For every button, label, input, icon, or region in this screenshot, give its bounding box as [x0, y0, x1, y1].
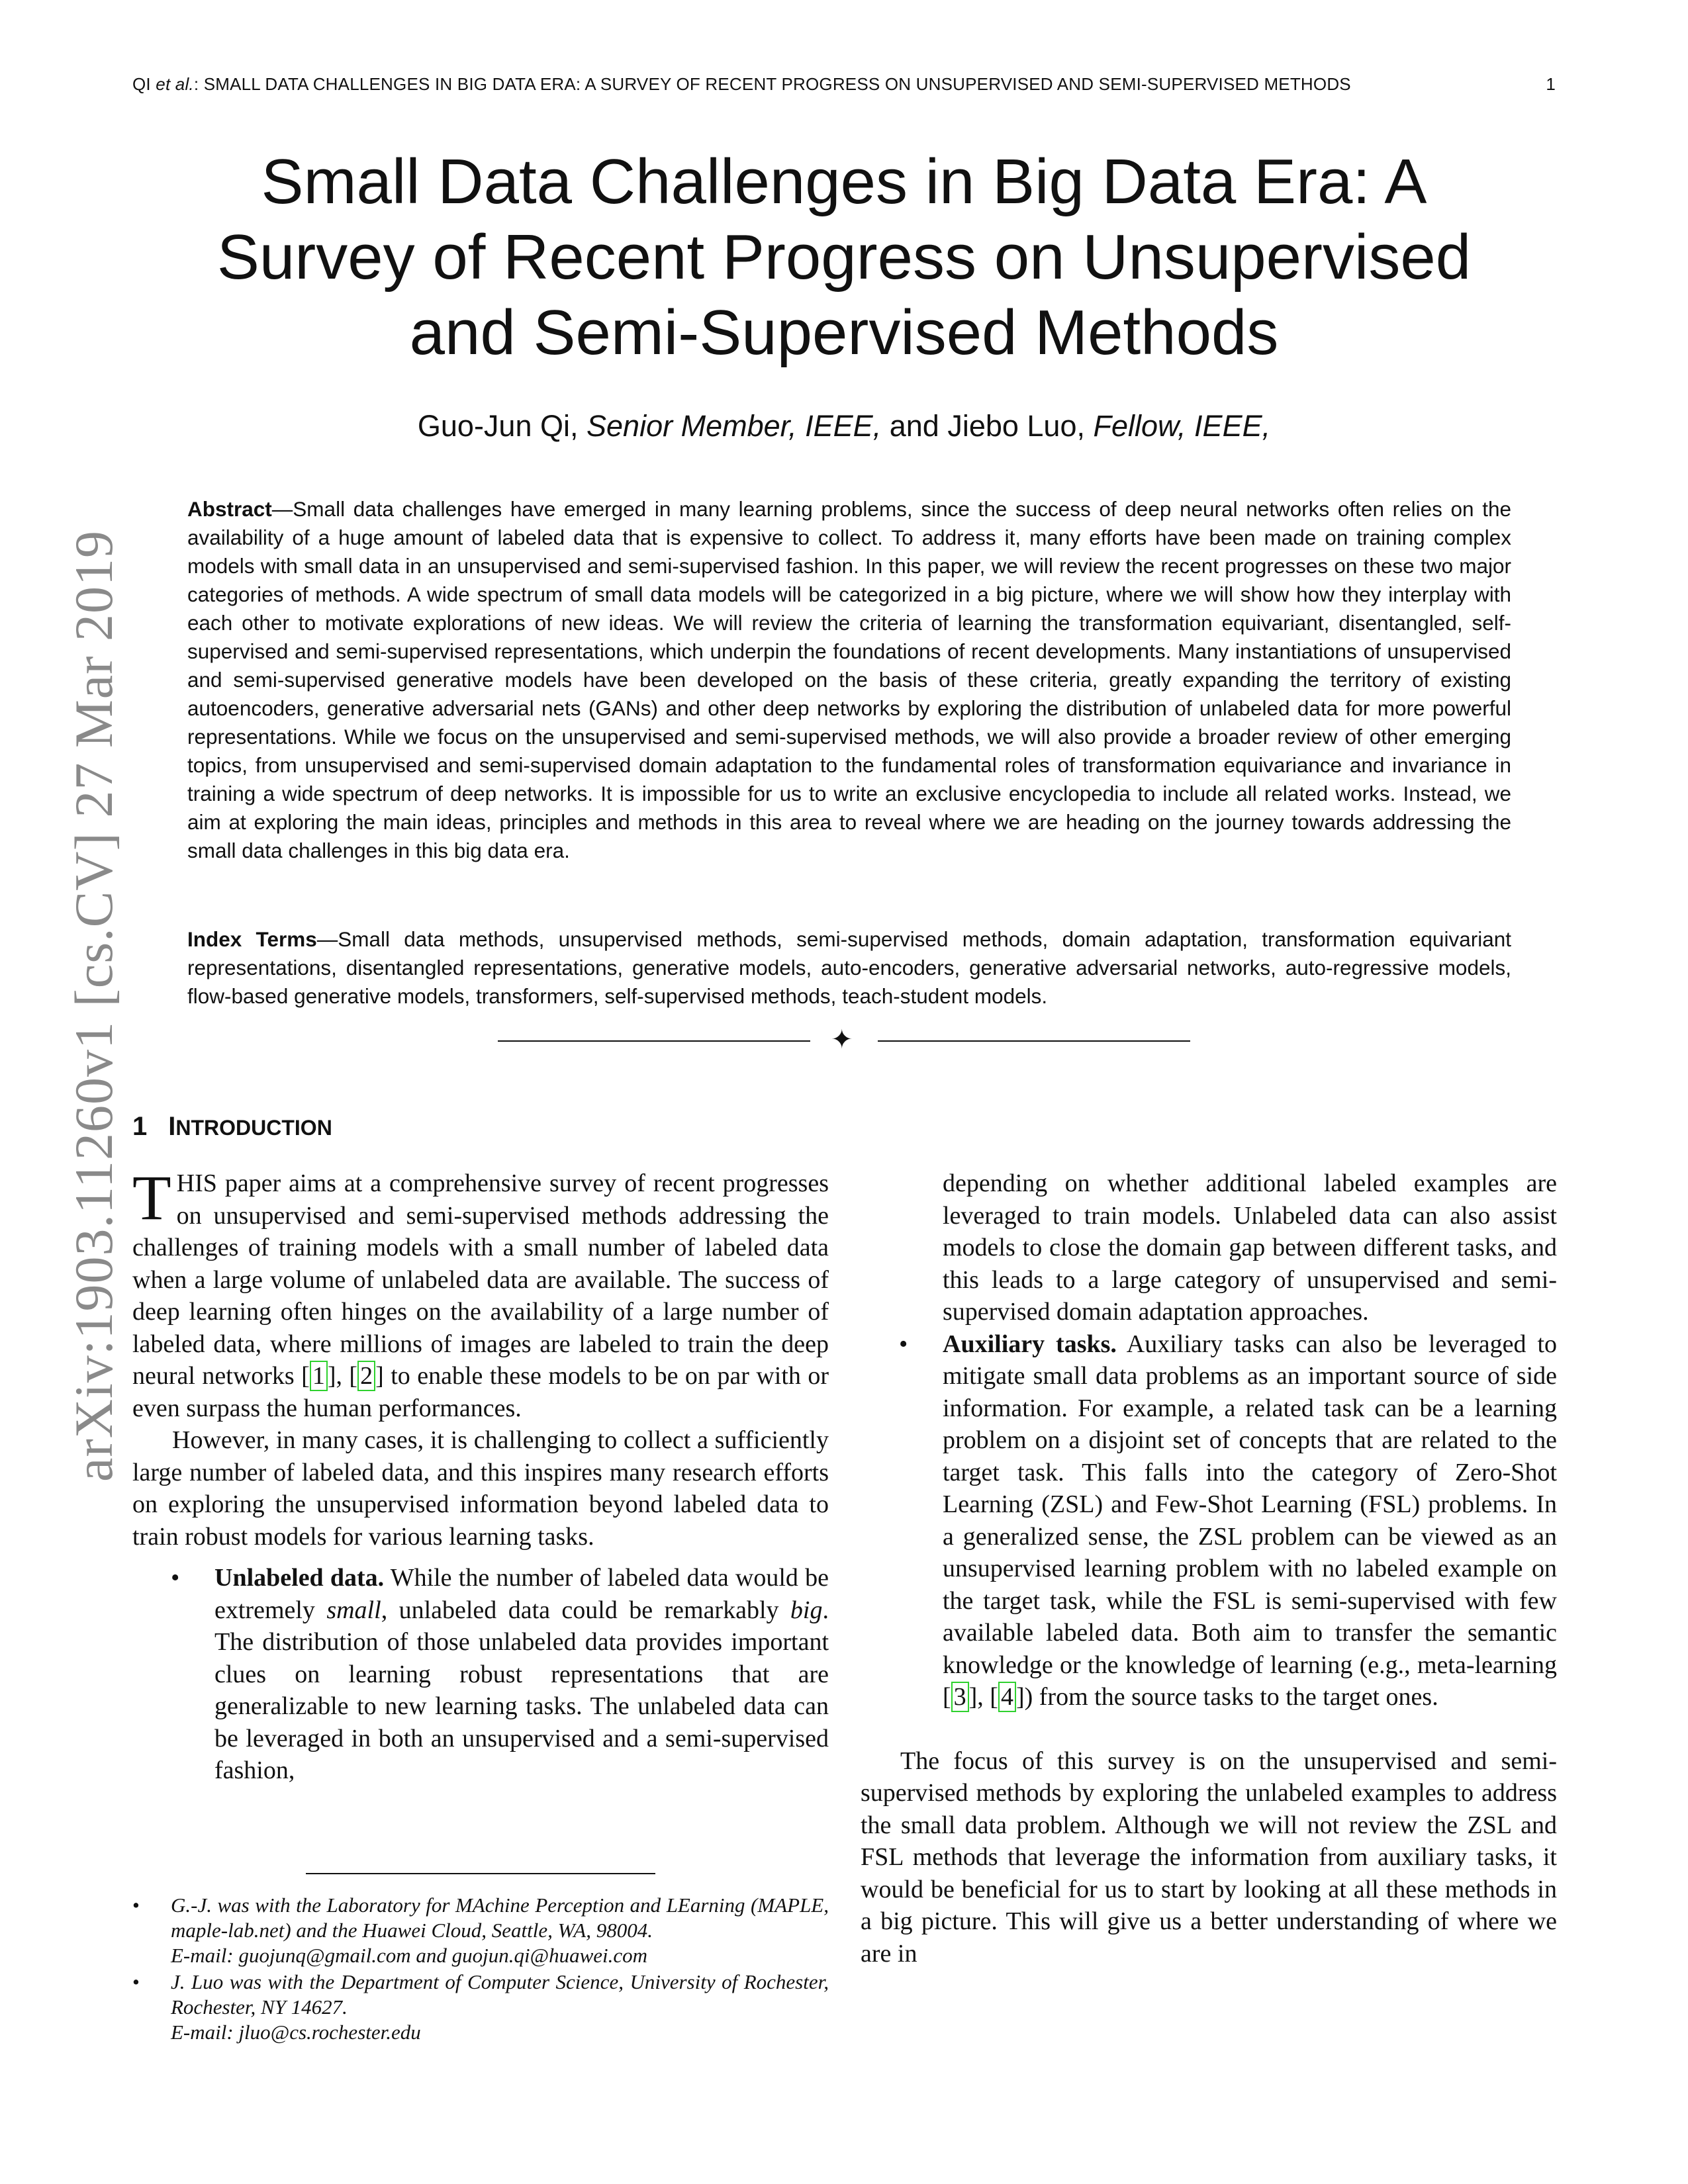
- abstract: [187, 495, 1511, 865]
- arxiv-stamp: arXiv:1903.11260v1 [cs.CV] 27 Mar 2019: [64, 530, 124, 1482]
- bullet-auxiliary-tasks: • Auxiliary tasks. Auxiliary tasks can also be leveraged to mitigate small data problems as an important source of side information. For example, a related task can be a learning problem on a disjoint set of concepts that are related to the target task. This falls into the category of Zero-Shot Learning (ZSL) and Few-Shot Learning (FSL) problems. In a generalized sense, the ZSL problem can be viewed as an unsupervised learning problem with no labeled example on the target task, while the FSL is semi-supervised with few available labeled data. Both aim to transfer the semantic knowledge or the knowledge of learning (e.g., meta-learning [ 3 ], [ 4 ]) from the source tasks to the target ones.: [861, 1328, 1557, 1713]
- small-caps-lead: HIS: [176, 1169, 217, 1197]
- author-1-role: Senior Member, IEEE,: [586, 409, 882, 443]
- author-2-role: Fellow, IEEE,: [1093, 409, 1271, 443]
- left-column: [132, 1162, 829, 1787]
- author-line: [159, 409, 1529, 443]
- separator-diamond-icon: ✦: [831, 1024, 853, 1054]
- index-terms-text: —Small data methods, unsupervised methods, semi-supervised methods, domain adaptation, transformation equivariant representations, disentangled representations, generative models, auto-encoders, generative adversarial networks, auto-regressive models, flow-based generative models, transformers, self-supervised methods, teach-student models.: [187, 927, 1511, 1008]
- abstract-text: —Small data challenges have emerged in many learning problems, since the success of deep neural networks often relies on the availability of a huge amount of labeled data that is expensive to collect. To address it, many efforts have been made on training complex models with small data in an unsupervised and semi-supervised fashion. In this paper, we will review the recent progresses on these two major categories of methods. A wide spectrum of small data models will be categorized in a big picture, where we will show how they interplay with each other to motivate explorations of new ideas. We will review the criteria of learning the transformation equivariant, disentangled, self-supervised and semi-supervised representations, which underpin the foundations of recent developments. Many instantiations of unsupervised and semi-supervised generative models have been developed on the basis of these criteria, greatly expanding the territory of existing autoencoders, generative adversarial nets (GANs) and other deep networks by exploring the distribution of unlabeled data for more powerful representations. While we focus on the unsupervised and semi-supervised methods, we will also provide a broader review of other emerging topics, from unsupervised and semi-supervised domain adaptation to the fundamental roles of transformation equivariance and invariance in training a wide spectrum of deep networks. It is impossible for us to write an exclusive encyclopedia to include all related works. Instead, we aim at exploring the main ideas, principles and methods in this area to reveal where we are heading on the journey towards addressing the small data challenges in this big data era.: [187, 497, 1511, 862]
- author-1: Guo-Jun Qi,: [417, 409, 579, 443]
- section-title-rest: NTRODUCTION: [175, 1116, 332, 1140]
- title-line-2: Survey of Recent Progress on Unsupervised: [216, 222, 1472, 293]
- running-head-title: QI et al.: SMALL DATA CHALLENGES IN BIG DATA ERA: A SURVEY OF RECENT PROGRESS ON UNSUPERVISED AND SEMI-SUPERVISED METHODS: [132, 74, 1351, 94]
- bullet-icon: •: [132, 1893, 140, 1917]
- footnote-rule: [306, 1873, 655, 1874]
- section-number: 1: [132, 1112, 148, 1141]
- bullet-continuation: depending on whether additional labeled examples are leveraged to train models. Unlabeled data can also assist models to close the domain gap between different tasks, and this leads to a large category of unsupervised and semi-supervised domain adaptation approaches.: [943, 1169, 1557, 1326]
- section-separator: [498, 1024, 1190, 1054]
- paragraph-1: THIS paper aims at a comprehensive survey of recent progresses on unsupervised and semi-supervised methods addressing the challenges of training models with a small number of labeled data when a large volume of unlabeled data are available. The success of deep learning often hinges on the availability of a large number of labeled data, where millions of images are labeled to train the deep neural networks [ 1 ], [ 2 ] to enable these models to be on par with or even surpass the human performances.: [132, 1162, 829, 1422]
- separator-rule-left: [498, 1040, 810, 1042]
- citation-link[interactable]: 4: [998, 1682, 1016, 1712]
- footnotes: [132, 1893, 829, 2045]
- bullet-unlabeled-data: • Unlabeled data. While the number of labeled data would be extremely small, unlabeled data could be remarkably big. The distribution of those unlabeled data provides important clues on learning robust representations that are generalizable to new learning tasks. The unlabeled data can be leveraged in both an unsupervised and a semi-supervised fashion,: [132, 1562, 829, 1787]
- bullet-icon: •: [132, 1970, 140, 1993]
- index-terms-label: Index Terms: [187, 927, 317, 951]
- email-line: E-mail: guojunq@gmail.com and guojun.qi@huawei.com: [171, 1944, 648, 1967]
- abstract-label: Abstract: [187, 497, 272, 521]
- section-title-initial: I: [168, 1112, 176, 1141]
- bullet-icon: •: [171, 1564, 180, 1592]
- title-line-3: and Semi-Supervised Methods: [409, 297, 1279, 368]
- citation-link[interactable]: 1: [310, 1361, 328, 1391]
- right-column: [861, 1167, 1557, 1970]
- drop-cap: T: [132, 1162, 171, 1233]
- page-number: 1: [1546, 74, 1556, 94]
- footnote-author-1: • G.-J. was with the Laboratory for MAchine Perception and LEarning (MAPLE, maple-lab.net) and the Huawei Cloud, Seattle, WA, 98004. E-mail: guojunq@gmail.com and guojun.qi@huawei.com: [132, 1893, 829, 1967]
- email-line: E-mail: jluo@cs.rochester.edu: [171, 2021, 421, 2044]
- index-terms: [187, 925, 1511, 1011]
- footnote-author-2: • J. Luo was with the Department of Computer Science, University of Rochester, Rochester, NY 14627. E-mail: jluo@cs.rochester.edu: [132, 1970, 829, 2044]
- title-line-1: Small Data Challenges in Big Data Era: A: [261, 146, 1427, 217]
- separator-rule-right: [878, 1040, 1190, 1042]
- citation-link[interactable]: 2: [357, 1361, 375, 1391]
- author-conjunction: and Jiebo Luo,: [889, 409, 1085, 443]
- paragraph-3: The focus of this survey is on the unsupervised and semi-supervised methods by exploring the unlabeled examples to address the small data problem. Although we will not review the ZSL and FSL methods that leverage the information from auxiliary tasks, it would be beneficial for us to start by looking at all these methods in a big picture. This will give us a better understanding of where we are in: [861, 1747, 1557, 1968]
- paper-title: [159, 144, 1529, 371]
- citation-link[interactable]: 3: [951, 1682, 969, 1712]
- paragraph-2: However, in many cases, it is challenging to collect a sufficiently large number of labeled data, and this inspires many research efforts on exploring the unsupervised information beyond labeled data to train robust models for various learning tasks.: [132, 1426, 829, 1551]
- bullet-icon: •: [899, 1330, 908, 1358]
- section-heading: [132, 1112, 332, 1142]
